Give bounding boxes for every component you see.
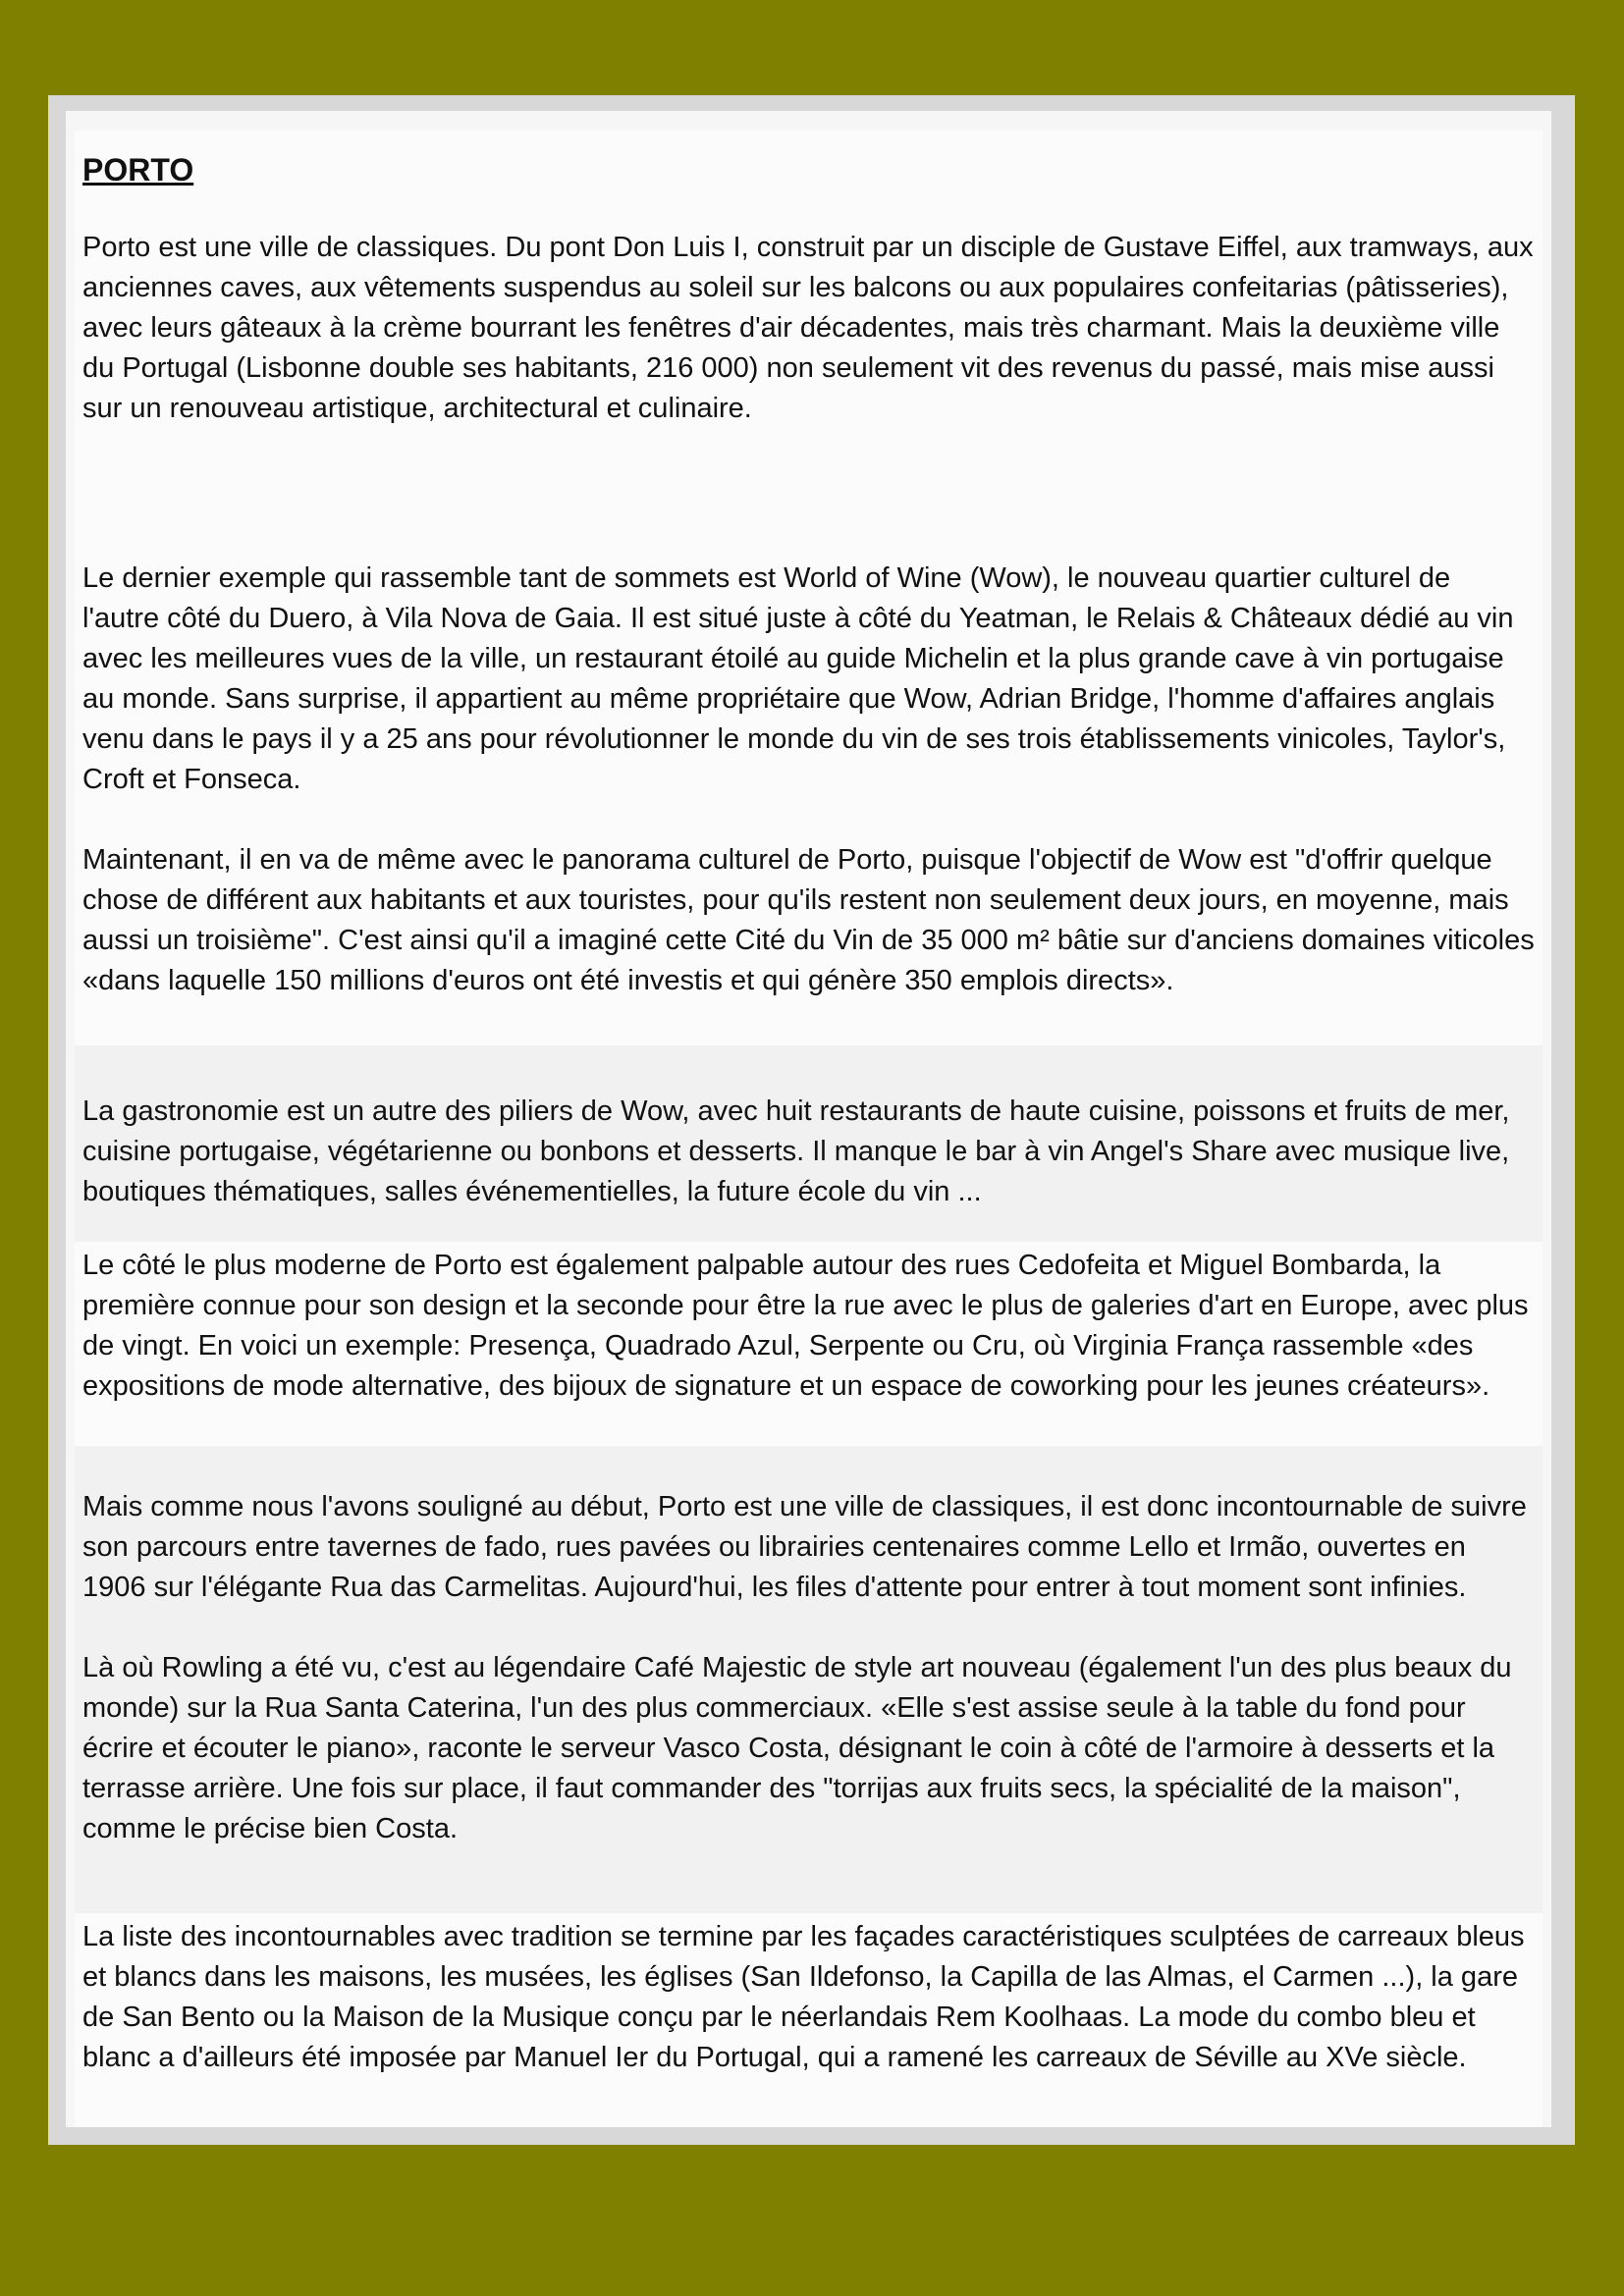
paragraph-5: Le côté le plus moderne de Porto est également palpable autour des rues Cedofeita et Miguel Bombarda, la première connue pour son design et la seconde pour être la rue avec le plus de galeries d'art en Europe, avec plus de vingt. En voici un exemple: Presença, Quadrado Azul, Serpente ou Cru, où Virginia França rassemble «des expositions de mode alternative, des bijoux de signature et un espace de coworking pour les jeunes créateurs».	[82, 1250, 1529, 1402]
section-wow	[75, 509, 1543, 1045]
paragraph-8: La liste des incontournables avec tradition se termine par les façades caractéristiques sculptées de carreaux bleus et blancs dans les maisons, les musées, les églises (San Ildefonso, la Capilla de las Almas, el Carmen ...), la gare de San Bento ou la Maison de la Musique conçu par le néerlandais Rem Koolhaas. La mode du combo bleu et blanc a d'ailleurs été imposée par Manuel Ier du Portugal, qui a ramené les carreaux de Séville au XVe siècle.	[82, 1921, 1525, 2073]
section-classiques	[75, 1446, 1543, 1913]
paragraph-2: Le dernier exemple qui rassemble tant de sommets est World of Wine (Wow), le nouveau quartier culturel de l'autre côté du Duero, à Vila Nova de Gaia. Il est situé juste à côté du Yeatman, le Relais & Châteaux dédié au vin avec les meilleures vues de la ville, un restaurant étoilé au guide Michelin et la plus grande cave à vin portugaise au monde. Sans surprise, il appartient au même propriétaire que Wow, Adrian Bridge, l'homme d'affaires anglais venu dans le pays il y a 25 ans pour révolutionner le monde du vin de ses trois établissements vinicoles, Taylor's, Croft et Fonseca.	[82, 562, 1514, 795]
paragraph-4: La gastronomie est un autre des piliers de Wow, avec huit restaurants de haute cuisine, poissons et fruits de mer, cuisine portugaise, végétarienne ou bonbons et desserts. Il manque le bar à vin Angel's Share avec musique live, boutiques thématiques, salles événementielles, la future école du vin ...	[82, 1095, 1510, 1207]
paragraph-1: Porto est une ville de classiques. Du pont Don Luis I, construit par un disciple de Gustave Eiffel, aux tramways, aux anciennes caves, aux vêtements suspendus au soleil sur les balcons ou aux populaires confeitarias (pâtisseries), avec leurs gâteaux à la crème bourrant les fenêtres d'air décadentes, mais très charmant. Mais la deuxième ville du Portugal (Lisbonne double ses habitants, 216 000) non seulement vit des revenus du passé, mais mise aussi sur un renouveau artistique, architectural et culinaire.	[82, 232, 1534, 424]
section-moderne	[75, 1242, 1543, 1446]
section-intro	[75, 131, 1543, 509]
section-tradition	[75, 1913, 1543, 2127]
document-title: PORTO	[82, 152, 194, 187]
page	[66, 111, 1551, 2127]
paragraph-7: Là où Rowling a été vu, c'est au légendaire Café Majestic de style art nouveau (également l'un des plus beaux du monde) sur la Rua Santa Caterina, l'un des plus commerciaux. «Elle s'est assise seule à la table du fond pour écrire et écouter le piano», raconte le serveur Vasco Costa, désignant le coin à côté de l'armoire à desserts et la terrasse arrière. Une fois sur place, il faut commander des "torrijas aux fruits secs, la spécialité de la maison", comme le précise bien Costa.	[82, 1652, 1512, 1844]
section-gastronomie	[75, 1045, 1543, 1242]
page-frame	[48, 95, 1575, 2145]
paragraph-3: Maintenant, il en va de même avec le panorama culturel de Porto, puisque l'objectif de Wow est "d'offrir quelque chose de différent aux habitants et aux touristes, pour qu'ils restent non seulement deux jours, en moyenne, mais aussi un troisième". C'est ainsi qu'il a imaginé cette Cité du Vin de 35 000 m² bâtie sur d'anciens domaines viticoles «dans laquelle 150 millions d'euros ont été investis et qui génère 350 emplois directs».	[82, 844, 1535, 996]
paragraph-6: Mais comme nous l'avons souligné au début, Porto est une ville de classiques, il est donc incontournable de suivre son parcours entre tavernes de fado, rues pavées ou librairies centenaires comme Lello et Irmão, ouvertes en 1906 sur l'élégante Rua das Carmelitas. Aujourd'hui, les files d'attente pour entrer à tout moment sont infinies.	[82, 1491, 1527, 1603]
